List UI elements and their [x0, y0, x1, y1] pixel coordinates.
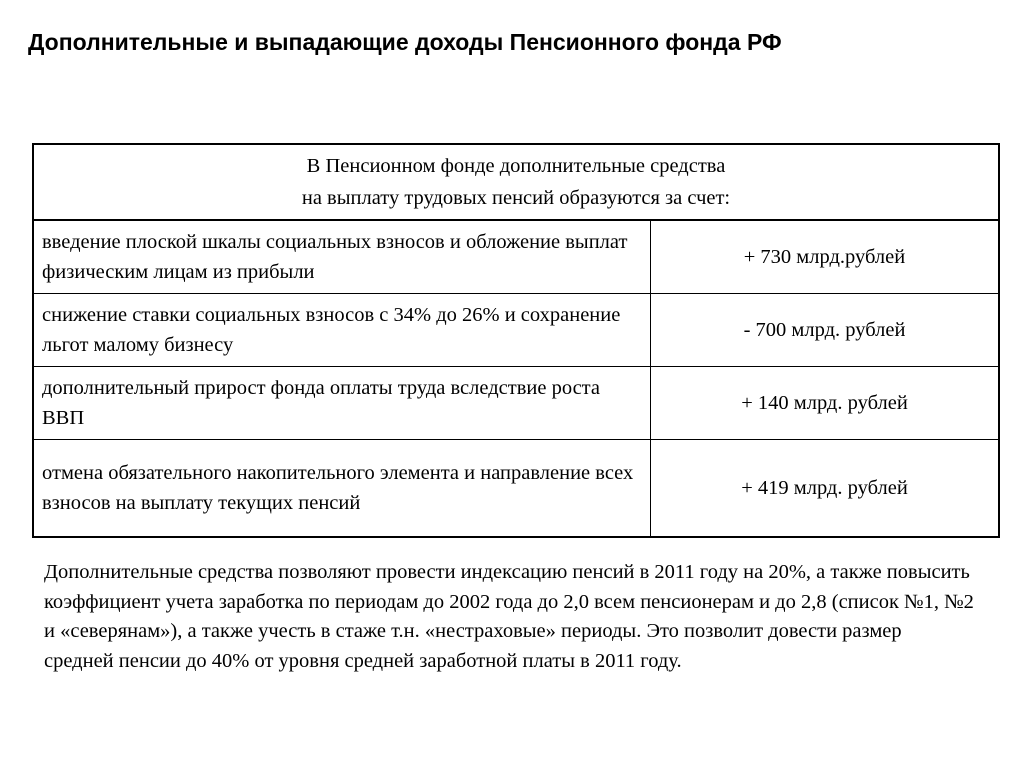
income-table-container — [32, 143, 1002, 538]
row-description: дополнительный прирост фонда оплаты труда вследствие роста ВВП — [33, 367, 651, 440]
page-title: Дополнительные и выпадающие доходы Пенсионного фонда РФ — [28, 29, 782, 55]
table-header-line-1: В Пенсионном фонде дополнительные средства — [306, 155, 726, 177]
summary-paragraph: Дополнительные средства позволяют провести индексацию пенсий в 2011 году на 20%, а также повысить коэффициент учета заработка по периодам до 2002 года до 2,0 всем пенсионерам и до 2,8 (список №1, №2 и «северянам»), а также учесть в стаже т.н. «нестраховые» периоды. Это позволит довести размер средней пенсии до 40% от уровня средней заработной платы в 2011 году. — [44, 561, 974, 672]
table-row — [33, 440, 999, 538]
table-header-row — [33, 144, 999, 220]
income-table — [32, 143, 1000, 538]
table-header-line-2: на выплату трудовых пенсий образуются за счет: — [301, 187, 731, 209]
table-row — [33, 220, 999, 294]
row-amount: + 730 млрд.рублей — [651, 220, 1000, 294]
row-amount: - 700 млрд. рублей — [651, 294, 1000, 367]
row-amount: + 419 млрд. рублей — [651, 440, 1000, 538]
row-description: введение плоской шкалы социальных взносов и обложение выплат физическим лицам из прибыли — [33, 220, 651, 294]
row-description: снижение ставки социальных взносов с 34% до 26% и сохранение льгот малому бизнесу — [33, 294, 651, 367]
table-row — [33, 367, 999, 440]
row-description: отмена обязательного накопительного элемента и направление всех взносов на выплату текущих пенсий — [33, 440, 651, 538]
table-row — [33, 294, 999, 367]
row-amount: + 140 млрд. рублей — [651, 367, 1000, 440]
table-header — [33, 144, 999, 220]
